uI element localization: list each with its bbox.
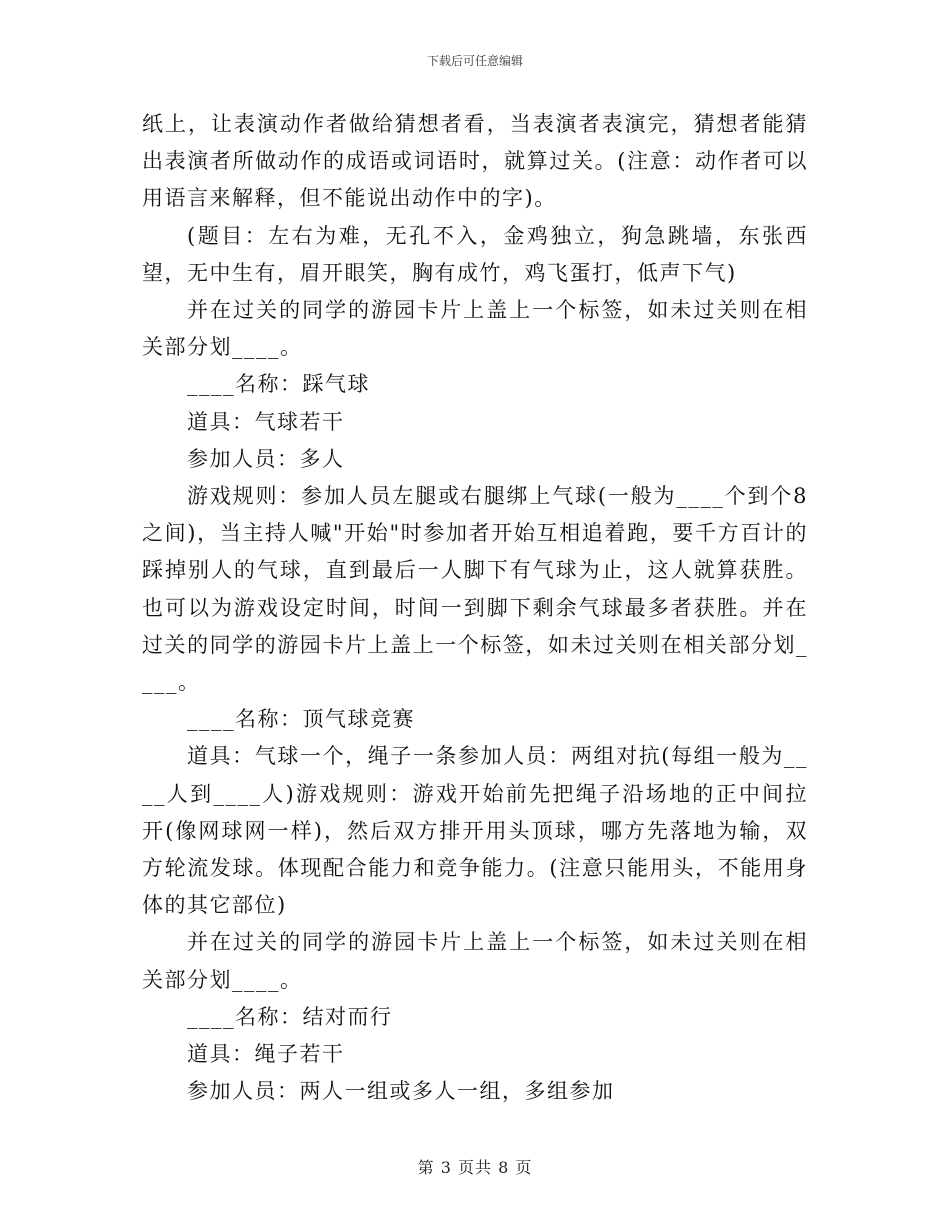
game-rules: 游戏规则：参加人员左腿或右腿绑上气球(一般为____个到个8之间)，当主持人喊"开始"时参加者开始互相追着跑，要千方百计的踩掉别人的气球，直到最后一人脚下有气球为止，这人就算获胜。也可以为游戏设定时间，时间一到脚下剩余气球最多者获胜。并在过关的同学的游园卡片上盖上一个标签，如未过关则在相关部分划____。 (142, 484, 808, 695)
game-props: 道具：绳子若干 (187, 1042, 345, 1067)
page-header: 下载后可任意编辑 (426, 54, 523, 68)
game-props-rules: 道具：气球一个，绳子一条参加人员：两组对抗(每组一般为____人到____人)游戏规则：游戏开始前先把绳子沿场地的正中间拉开(像网球网一样)，然后双方排开用头顶球，哪方先落地为输，双方轮流发球。体现配合能力和竞争能力。(注意只能用头，不能用身体的其它部位) (142, 744, 808, 918)
game-name-pair-walk: ____名称：结对而行 (187, 1004, 393, 1029)
game-participants: 参加人员：多人 (187, 446, 345, 471)
game-participants: 参加人员：两人一组或多人一组，多组参加 (187, 1079, 615, 1104)
paragraph-stamp-note: 并在过关的同学的游园卡片上盖上一个标签，如未过关则在相关部分划____。 (142, 298, 808, 360)
paragraph-continuation: 纸上，让表演动作者做给猜想者看，当表演者表演完，猜想者能猜出表演者所做动作的成语或词语时，就算过关。(注意：动作者可以用语言来解释，但不能说出动作中的字)。 (142, 112, 808, 211)
document-body (142, 106, 808, 1110)
game-name-balloon-stomp: ____名称：踩气球 (187, 372, 370, 397)
paragraph-topics: (题目：左右为难，无孔不入，金鸡独立，狗急跳墙，东张西望，无中生有，眉开眼笑，胸有成竹，鸡飞蛋打，低声下气) (142, 223, 808, 285)
game-name-balloon-header: ____名称：顶气球竞赛 (187, 707, 415, 732)
page-number: 第 3 页共 8 页 (417, 1158, 533, 1177)
paragraph-stamp-note: 并在过关的同学的游园卡片上盖上一个标签，如未过关则在相关部分划____。 (142, 930, 808, 992)
game-props: 道具：气球若干 (187, 409, 345, 434)
